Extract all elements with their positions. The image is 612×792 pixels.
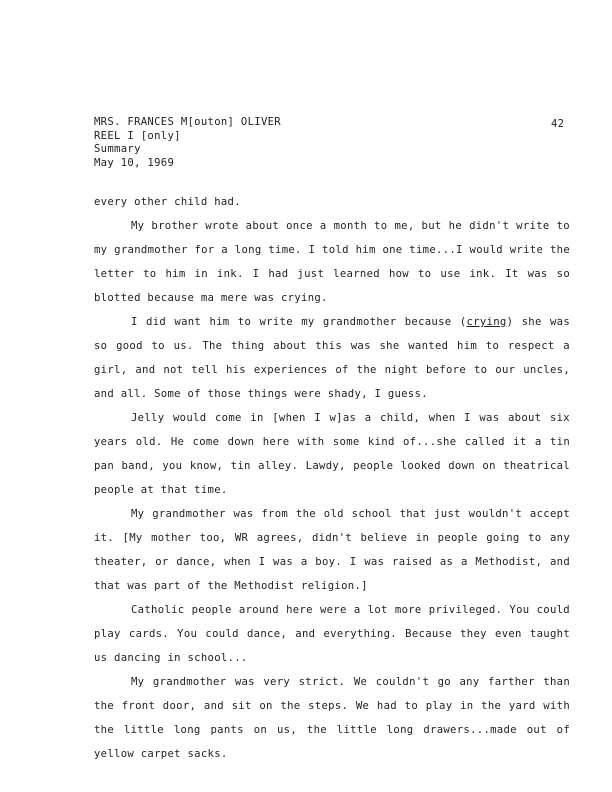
paragraph: Jelly would come in [when I w]as a child, when I was about six years old. He come down here with some kind of...she called it a tin pan band, you know, tin alley. Lawdy, people looked down on theatrical people at that time. (94, 412, 570, 496)
reel-label: REEL I [only] (94, 129, 181, 142)
underlined-word: crying (466, 316, 507, 328)
paragraph: My grandmother was very strict. We couldn't go any farther than the front door, and sit on the steps. We had to play in the yard with the little long pants on us, the little long drawers...made out of yellow carpet sacks. (94, 676, 570, 760)
paragraph: every other child had. (94, 196, 241, 208)
document-type: Summary (94, 143, 141, 155)
paragraph: Catholic people around here were a lot more privileged. You could play cards. You could dance, and everything. Because they even taught us dancing in school... (94, 604, 570, 664)
paragraph-text: ) she was so good to us. The thing about this was she wanted him to respect a girl, and not tell his experiences of the night before to our uncles, and all. Some of those things were shady, I guess. (94, 316, 571, 400)
paragraph: My grandmother was from the old school that just wouldn't accept it. [My mother too, WR agrees, didn't believe in people going to any theater, or dance, when I was a boy. I was raised as a Methodist, and that was part of the Methodist religion.] (94, 508, 570, 592)
interviewee-name: MRS. FRANCES M[outon] OLIVER (94, 116, 281, 128)
paragraph-text: I did want him to write my grandmother because ( (131, 316, 467, 328)
transcript-body (94, 190, 570, 766)
paragraph (94, 310, 570, 406)
document-header (94, 116, 281, 170)
paragraph: My brother wrote about once a month to me, but he didn't write to my grandmother for a long time. I told him one time...I would write the letter to him in ink. I had just learned how to use ink. It was so blotted because ma mere was crying. (94, 220, 570, 304)
page-number: 42 (551, 118, 565, 130)
interview-date: May 10, 1969 (94, 156, 175, 169)
